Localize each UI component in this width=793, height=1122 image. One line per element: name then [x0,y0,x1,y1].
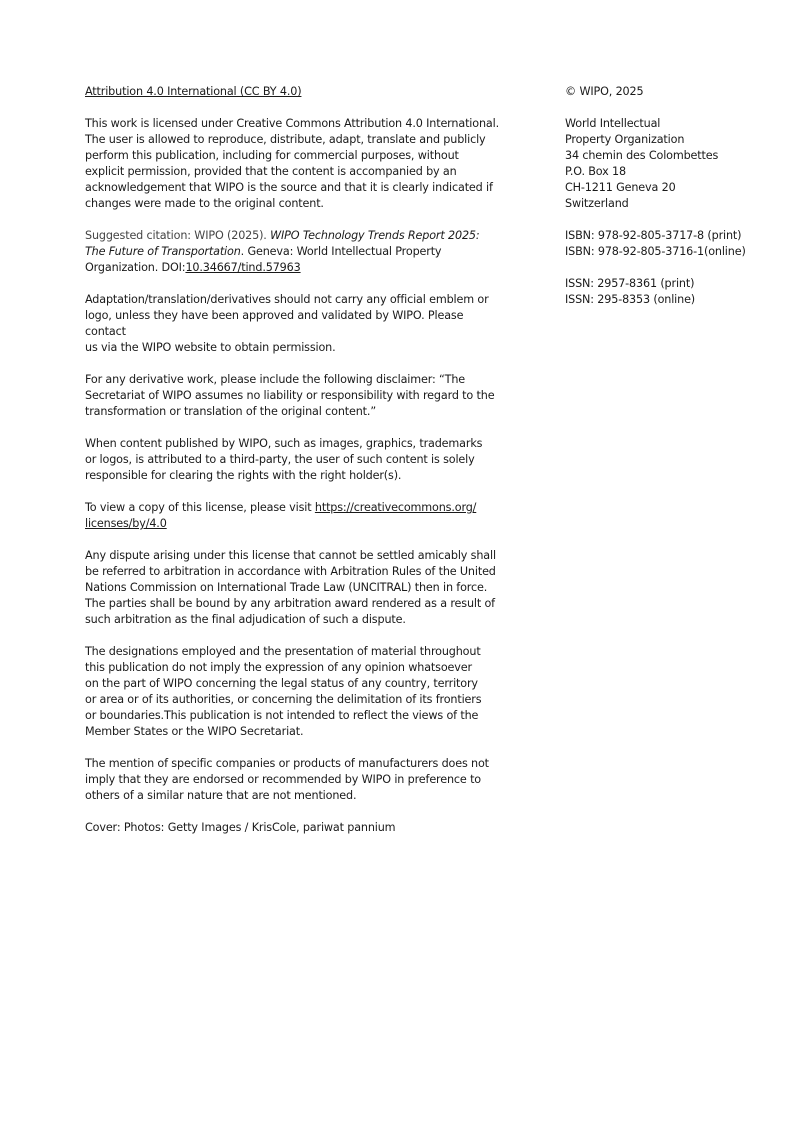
derivative-disclaimer: For any derivative work, please include the following disclaimer: “The Secretariat of WIPO assumes no liability or responsibility with regard to the transformation or translation of the original content.” [85,373,495,418]
address-line: 34 chemin des Colombettes [565,149,719,162]
issn-online: ISSN: 295-8353 (online) [565,293,696,306]
issn-block [565,276,785,308]
isbn-print: ISBN: 978-92-805-3717-8 (print) [565,229,742,242]
citation-prefix: Suggested citation: WIPO (2025). [85,229,271,242]
view-license [85,500,505,532]
license-url-part2[interactable]: licenses/by/4.0 [85,517,167,530]
mention-notice: The mention of specific companies or products of manufacturers does not imply that they are endorsed or recommended by WIPO in preference to others of a similar nature that are not mentioned. [85,757,489,802]
suggested-citation [85,228,505,276]
issn-print: ISSN: 2957-8361 (print) [565,277,695,290]
address-line: Property Organization [565,133,685,146]
dispute-clause: Any dispute arising under this license that cannot be settled amicably shall be referred to arbitration in accordance with Arbitration Rules of the United Nations Commission on International Trade Law (UNCITRAL) then in force. The parties shall be bound by any arbitration award rendered as a result of such arbitration as the final adjudication of such a dispute. [85,549,496,626]
publisher-column [565,84,785,324]
cover-credit: Cover: Photos: Getty Images / KrisCole, pariwat pannium [85,821,396,834]
license-title-link[interactable]: Attribution 4.0 International (CC BY 4.0) [85,85,302,98]
third-party-notice: When content published by WIPO, such as images, graphics, trademarks or logos, is attributed to a third-party, the user of such content is solely responsible for clearing the rights with the right holder(s). [85,437,483,482]
address-line: World Intellectual [565,117,661,130]
license-title[interactable] [85,84,505,100]
publisher-address [565,116,785,212]
address-line: Switzerland [565,197,629,210]
address-line: CH-1211 Geneva 20 [565,181,676,194]
view-license-line-2 [85,516,505,532]
designations-notice: The designations employed and the presentation of material throughout this publication do not imply the expression of any opinion whatsoever on the part of WIPO concerning the legal status of any country, territory or area or of its authorities, or concerning the delimitation of its frontiers or boundaries.This publication is not intended to reflect the views of the Member States or the WIPO Secretariat. [85,645,482,738]
license-column [85,84,505,852]
citation-publisher: . Geneva: World Intellectual Property [240,245,442,258]
isbn-block [565,228,785,260]
citation-title-part2: The Future of Transportation [85,245,241,258]
isbn-online: ISBN: 978-92-805-3716-1(online) [565,245,746,258]
license-url-part1[interactable]: https://creativecommons.org/ [314,501,477,514]
copyright: © WIPO, 2025 [565,85,644,98]
citation-doi-prefix: Organization. DOI: [85,261,186,274]
citation-doi-link[interactable]: 10.34667/tind.57963 [185,261,301,274]
citation-line-3 [85,260,505,276]
adaptation-notice: Adaptation/translation/derivatives should not carry any official emblem or logo, unless they have been approved and validated by WIPO. Please contact us via the WIPO website to obtain permission. [85,293,489,354]
license-intro: This work is licensed under Creative Commons Attribution 4.0 International. The user is allowed to reproduce, distribute, adapt, translate and publicly perform this publication, including for commercial purposes, without explicit permission, provided that the content is accompanied by an acknowledgement that WIPO is the source and that it is clearly indicated if changes were made to the original content. [85,117,499,210]
view-license-line-1 [85,500,505,516]
citation-line-2 [85,244,505,260]
address-line: P.O. Box 18 [565,165,626,178]
citation-line-1 [85,228,505,244]
view-license-prefix: To view a copy of this license, please visit [85,501,315,514]
citation-title-part1: WIPO Technology Trends Report 2025: [270,229,480,242]
